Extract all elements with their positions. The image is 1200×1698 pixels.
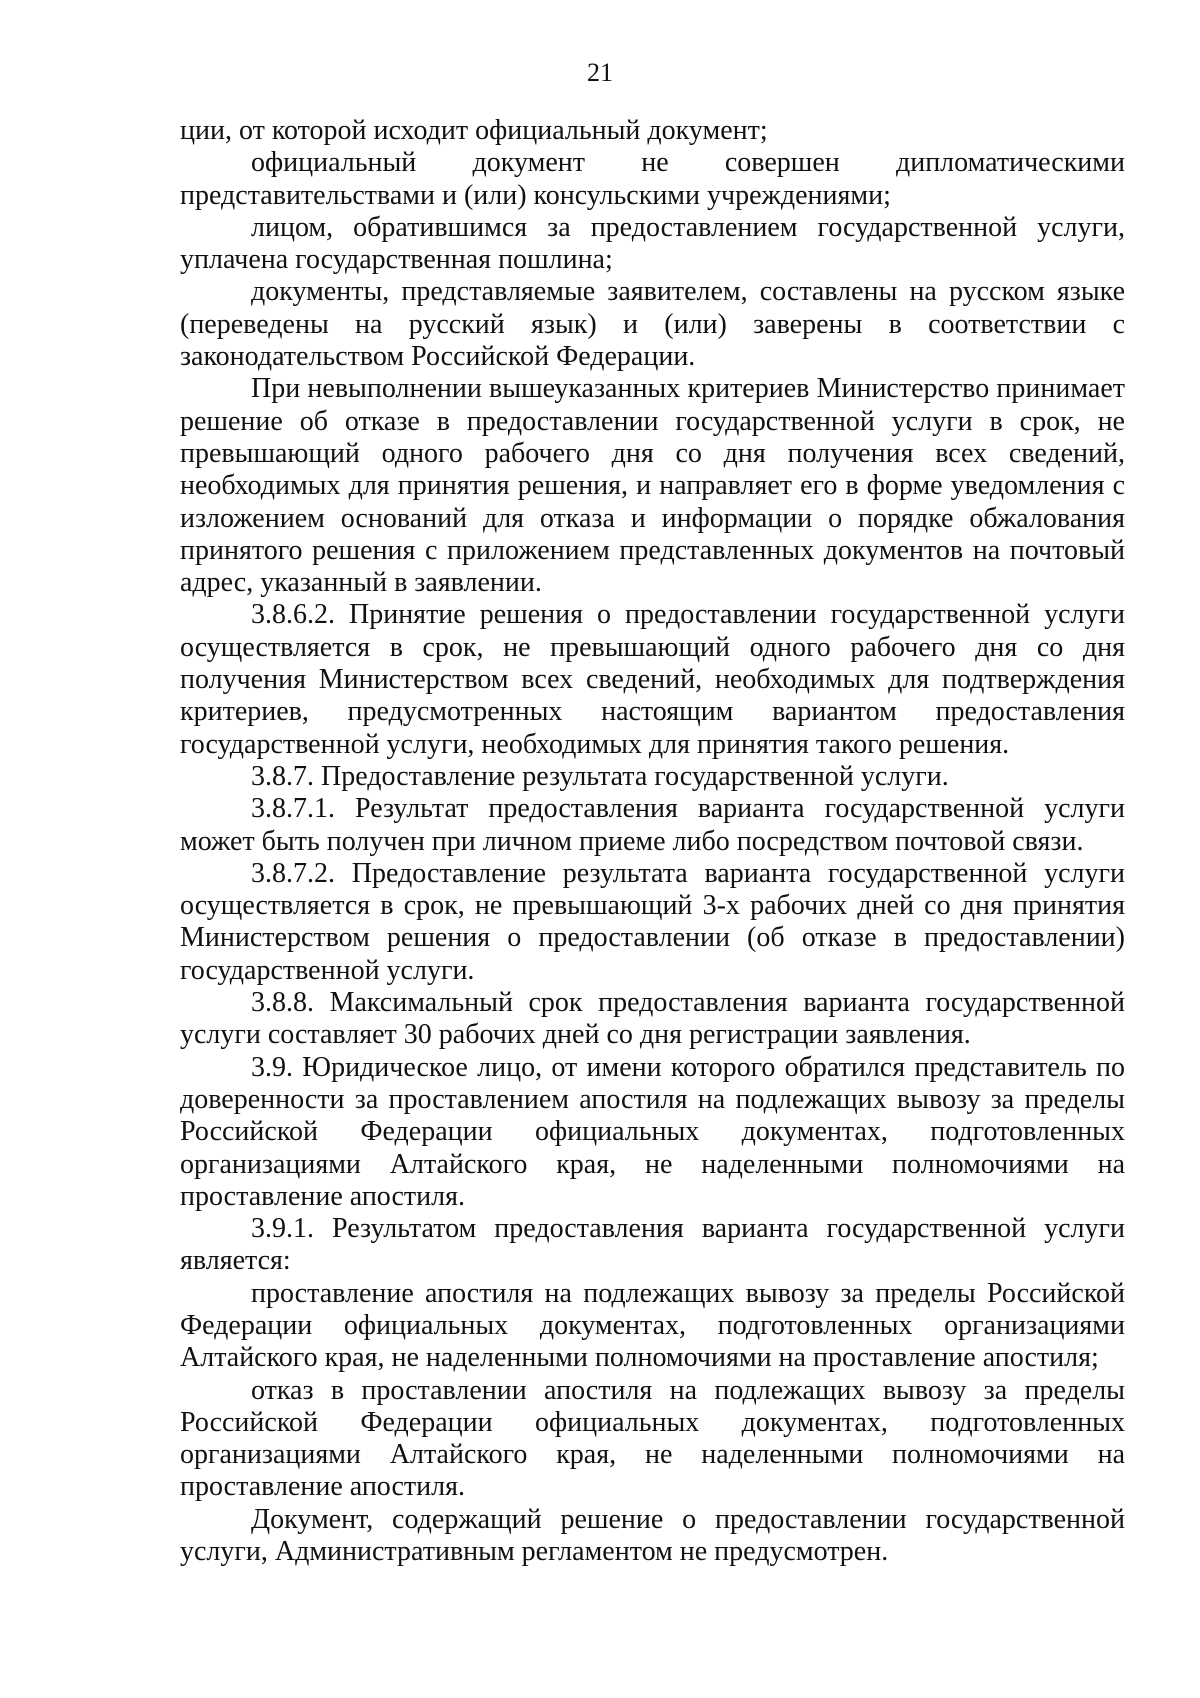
page-number: 21 xyxy=(587,58,613,87)
paragraph-3-9: 3.9. Юридическое лицо, от имени которого обратился представитель по доверенности за проставлением апостиля на подлежащих вывозу за пределы Российской Федерации официальных документах, подготовленных организациями Алтайского края, не наделенными полномочиями на проставление апостиля. xyxy=(180,1051,1125,1212)
paragraph-3-8-7-1: 3.8.7.1. Результат предоставления варианта государственной услуги может быть получен при личном приеме либо посредством почтовой связи. xyxy=(180,793,1125,857)
paragraph-refusal-decision: При невыполнении вышеуказанных критериев Министерство принимает решение об отказе в предоставлении государственной услуги в срок, не превышающий одного рабочего дня со дня получения всех сведений, необходимых для принятия решения, и направляет его в форме уведомления с изложением оснований для отказа и информации о порядке обжалования принятого решения с приложением представленных документов на почтовый адрес, указанный в заявлении. xyxy=(180,373,1125,599)
paragraph-continuation: ции, от которой исходит официальный документ; xyxy=(180,115,768,146)
paragraph-result-apostille: проставление апостиля на подлежащих вывозу за пределы Российской Федерации официальных документах, подготовленных организациями Алтайского края, не наделенными полномочиями на проставление апостиля; xyxy=(180,1277,1125,1374)
paragraph-decision-document: Документ, содержащий решение о предоставлении государственной услуги, Административным регламентом не предусмотрен. xyxy=(180,1503,1125,1568)
document-body xyxy=(180,115,1125,1568)
paragraph-3-9-1: 3.9.1. Результатом предоставления варианта государственной услуги является: xyxy=(180,1213,1125,1277)
paragraph-language-condition: документы, представляемые заявителем, составлены на русском языке (переведены на русский язык) и (или) заверены в соответствии с законодательством Российской Федерации. xyxy=(180,276,1125,373)
paragraph-3-8-7-2: 3.8.7.2. Предоставление результата варианта государственной услуги осуществляется в срок, не превышающий 3-х рабочих дней со дня принятия Министерством решения о предоставлении (об отказе в предоставлении) государственной услуги. xyxy=(180,857,1125,986)
paragraph-result-refusal: отказ в проставлении апостиля на подлежащих вывозу за пределы Российской Федерации официальных документах, подготовленных организациями Алтайского края, не наделенными полномочиями на проставление апостиля. xyxy=(180,1374,1125,1503)
paragraph-3-8-6-2: 3.8.6.2. Принятие решения о предоставлении государственной услуги осуществляется в срок, не превышающий одного рабочего дня со дня получения Министерством всех сведений, необходимых для подтверждения критериев, предусмотренных настоящим вариантом предоставления государственной услуги, необходимых для принятия такого решения. xyxy=(180,599,1125,760)
paragraph-3-8-8: 3.8.8. Максимальный срок предоставления варианта государственной услуги составляет 30 рабочих дней со дня регистрации заявления. xyxy=(180,987,1125,1051)
paragraph-3-8-7: 3.8.7. Предоставление результата государственной услуги. xyxy=(251,760,949,792)
paragraph-fee-condition: лицом, обратившимся за предоставлением государственной услуги, уплачена государственная пошлина; xyxy=(180,211,1125,276)
paragraph-diplomatic-condition: официальный документ не совершен дипломатическими представительствами и (или) консульскими учреждениями; xyxy=(180,147,1125,211)
